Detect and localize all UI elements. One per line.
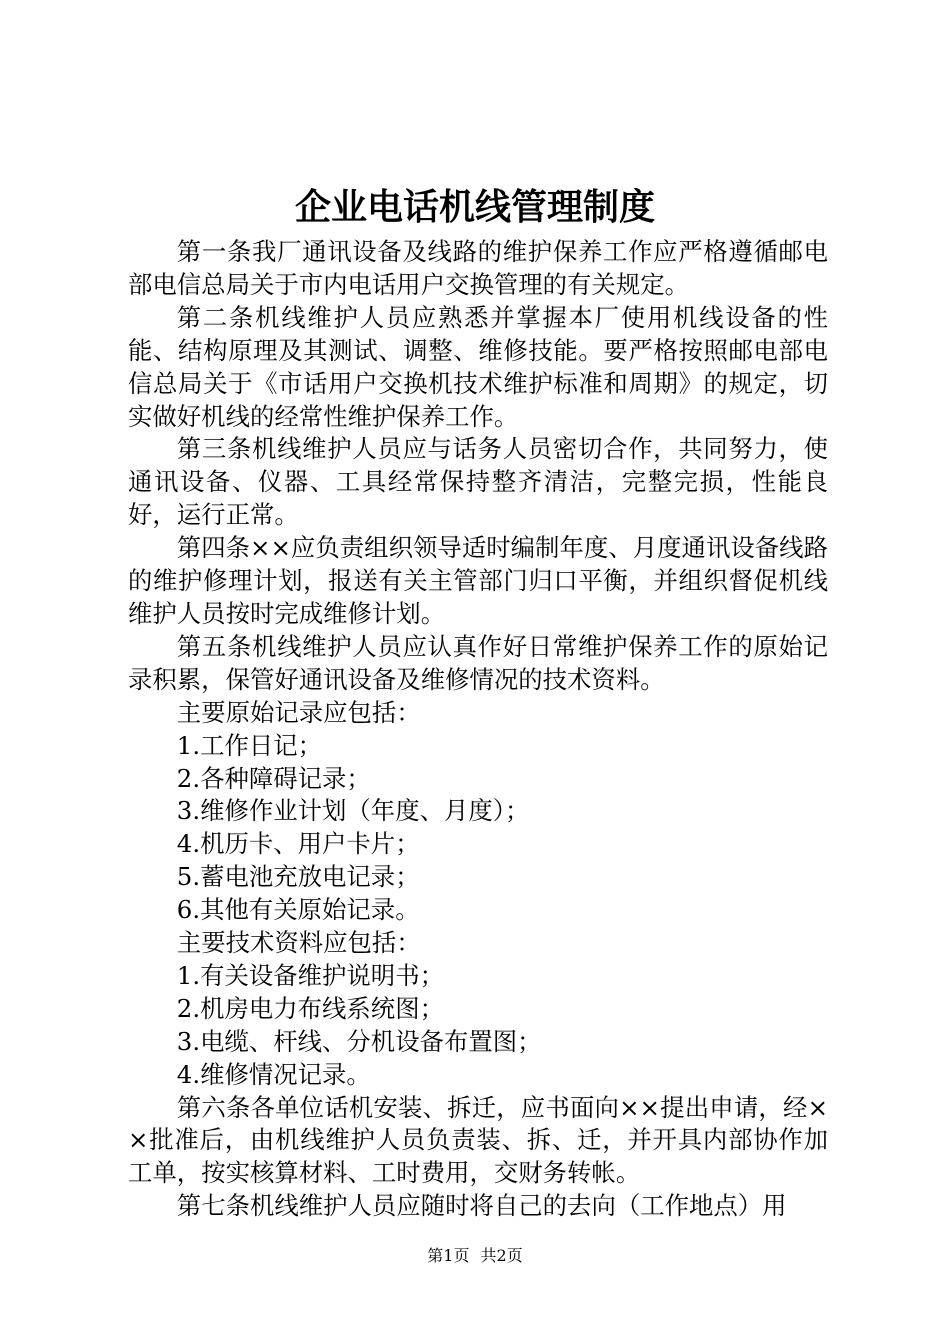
record-item: 1.工作日记； [176, 730, 323, 760]
article-5: 第五条机线维护人员应认真作好日常维护保养工作的原始记录积累，保管好通讯设备及维修情况的技术资料。 [128, 631, 828, 694]
record-item: 5.蓄电池充放电记录； [176, 862, 420, 892]
page-footer [0, 1244, 950, 1268]
tech-docs-heading: 主要技术资料应包括： [176, 928, 421, 958]
article-2: 第二条机线维护人员应熟悉并掌握本厂使用机线设备的性能、结构原理及其测试、调整、维修技能。要严格按照邮电部电信总局关于《市话用户交换机技术维护标准和周期》的规定，切实做好机线的经常性维护保养工作。 [128, 302, 828, 431]
record-item: 3.维修作业计划（年度、月度）； [176, 796, 530, 826]
tech-doc-item: 4.维修情况记录。 [176, 1059, 371, 1089]
article-1: 第一条我厂通讯设备及线路的维护保养工作应严格遵循邮电部电信总局关于市内电话用户交换管理的有关规定。 [128, 237, 828, 299]
tech-doc-item: 3.电缆、杆线、分机设备布置图； [176, 1026, 542, 1056]
document-body [128, 236, 828, 1223]
record-item: 2.各种障碍记录； [176, 763, 371, 793]
document-title: 企业电话机线管理制度 [294, 187, 655, 228]
records-heading: 主要原始记录应包括： [176, 697, 421, 727]
record-item: 6.其他有关原始记录。 [176, 895, 420, 925]
page-number: 第1页 [427, 1246, 470, 1265]
record-item: 4.机历卡、用户卡片； [176, 829, 420, 859]
article-3: 第三条机线维护人员应与话务人员密切合作，共同努力，使通讯设备、仪器、工具经常保持整齐清洁，完整完损，性能良好，运行正常。 [128, 434, 828, 530]
article-7: 第七条机线维护人员应随时将自己的去向（工作地点）用 [176, 1191, 787, 1221]
article-4: 第四条××应负责组织领导适时编制年度、月度通讯设备线路的维护修理计划，报送有关主管部门归口平衡，并组织督促机线维护人员按时完成维修计划。 [128, 533, 828, 628]
tech-doc-item: 2.机房电力布线系统图； [176, 993, 444, 1023]
article-6: 第六条各单位话机安装、拆迁，应书面向××提出申请，经××批准后，由机线维护人员负责装、拆、迁，并开具内部协作加工单，按实核算材料、工时费用，交财务转帐。 [128, 1092, 828, 1188]
page-total: 共2页 [480, 1246, 523, 1265]
tech-doc-item: 1.有关设备维护说明书； [176, 960, 444, 990]
